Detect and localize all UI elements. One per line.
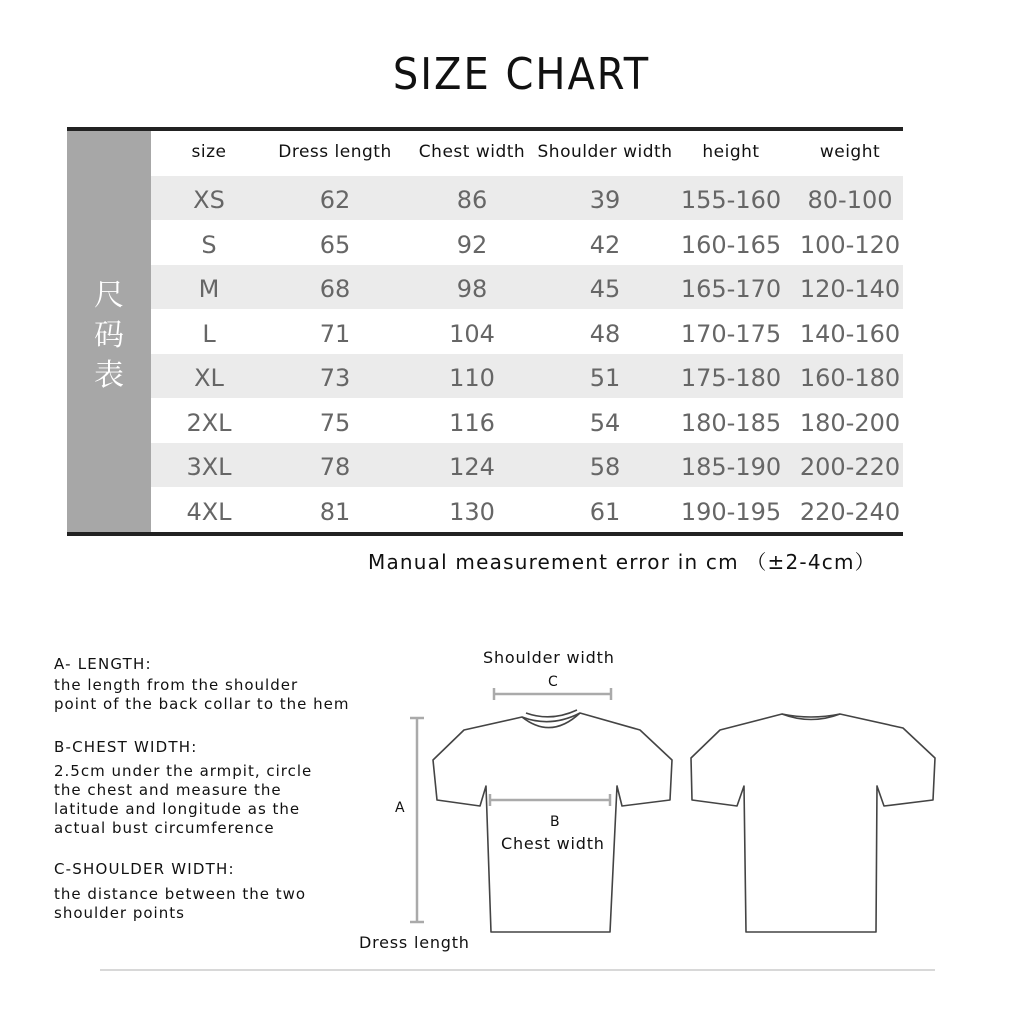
table-cell: 200-220 [799, 453, 901, 481]
table-cell: 160-180 [799, 364, 901, 392]
dress-length-label: Dress length [359, 933, 470, 952]
table-cell: 140-160 [799, 319, 901, 348]
table-cell: 61 [589, 497, 621, 526]
table-cell: 160-165 [680, 230, 782, 259]
measure-b-heading: B-CHEST WIDTH: [54, 738, 198, 756]
table-cell: 170-175 [680, 319, 782, 348]
table-cell: 185-190 [680, 453, 782, 481]
table-cell: 75 [319, 408, 351, 437]
table-cell: XS [193, 186, 225, 214]
table-cell: 71 [319, 319, 351, 348]
measure-a-line: the length from the shoulder [54, 676, 299, 694]
table-cell: 48 [589, 319, 621, 348]
table-cell: 98 [456, 275, 488, 303]
table-cell: XL [194, 364, 224, 392]
table-cell: 45 [589, 275, 621, 303]
table-header-cell: Dress length [278, 142, 392, 162]
table-cell: 124 [449, 453, 495, 481]
table-cell: 92 [456, 230, 488, 259]
table-cell: 175-180 [680, 364, 782, 392]
table-cell: 3XL [186, 453, 232, 481]
table-cell: 120-140 [799, 275, 901, 303]
page-title: SIZE CHART [392, 50, 651, 100]
chest-width-label: Chest width [501, 834, 605, 853]
table-cell: 73 [319, 364, 351, 392]
table-header-cell: size [191, 142, 227, 162]
table-cell: 78 [319, 453, 351, 481]
table-cell: 180-200 [799, 408, 901, 437]
table-cell: 2XL [186, 408, 232, 437]
table-cell: 190-195 [680, 497, 782, 526]
table-cell: 130 [449, 497, 495, 526]
measure-a-heading: A- LENGTH: [54, 655, 152, 673]
b-letter: B [550, 814, 560, 830]
table-cell: 110 [449, 364, 495, 392]
table-cell: 80-100 [807, 186, 893, 214]
table-cell: 155-160 [680, 186, 782, 214]
measure-b-line: actual bust circumference [54, 819, 275, 837]
footer-divider [100, 969, 935, 971]
measure-a-line: point of the back collar to the hem [54, 695, 350, 713]
measurement-note: Manual measurement error in cm （±2-4cm） [368, 550, 876, 574]
table-cell: 68 [319, 275, 351, 303]
measure-c-line: the distance between the two [54, 885, 307, 903]
table-cell: 39 [589, 186, 621, 214]
table-cell: 100-120 [799, 230, 901, 259]
measure-c-line: shoulder points [54, 904, 185, 922]
a-letter: A [395, 800, 405, 816]
front-collar-inner [526, 710, 577, 717]
table-cell: 65 [319, 230, 351, 259]
measure-b-line: latitude and longitude as the [54, 800, 301, 818]
table-header-cell: weight [819, 142, 881, 162]
table-header-cell: Shoulder width [537, 142, 673, 162]
measure-c-heading: C-SHOULDER WIDTH: [54, 860, 235, 878]
table-cell: 220-240 [799, 497, 901, 526]
table-cell: L [202, 319, 216, 348]
back-shirt-outline [691, 714, 935, 932]
table-cell: 81 [319, 497, 351, 526]
table-header-cell: Chest width [418, 142, 526, 162]
table-cell: 58 [589, 453, 621, 481]
table-cell: S [201, 230, 217, 259]
table-cell: 86 [456, 186, 488, 214]
table-cell: 104 [449, 319, 495, 348]
table-cell: 4XL [186, 497, 232, 526]
measure-b-line: 2.5cm under the armpit, circle [54, 762, 313, 780]
table-cell: M [198, 275, 220, 303]
table-header-cell: height [702, 142, 760, 162]
table-cell: 165-170 [680, 275, 782, 303]
table-cell: 180-185 [680, 408, 782, 437]
table-cell: 116 [449, 408, 495, 437]
shoulder-width-label: Shoulder width [483, 648, 615, 667]
c-letter: C [548, 674, 558, 690]
table-cell: 42 [589, 230, 621, 259]
table-cell: 54 [589, 408, 621, 437]
table-cell: 51 [589, 364, 621, 392]
measure-b-line: the chest and measure the [54, 781, 282, 799]
table-cell: 62 [319, 186, 351, 214]
side-label-text: 尺码表 [94, 277, 124, 393]
